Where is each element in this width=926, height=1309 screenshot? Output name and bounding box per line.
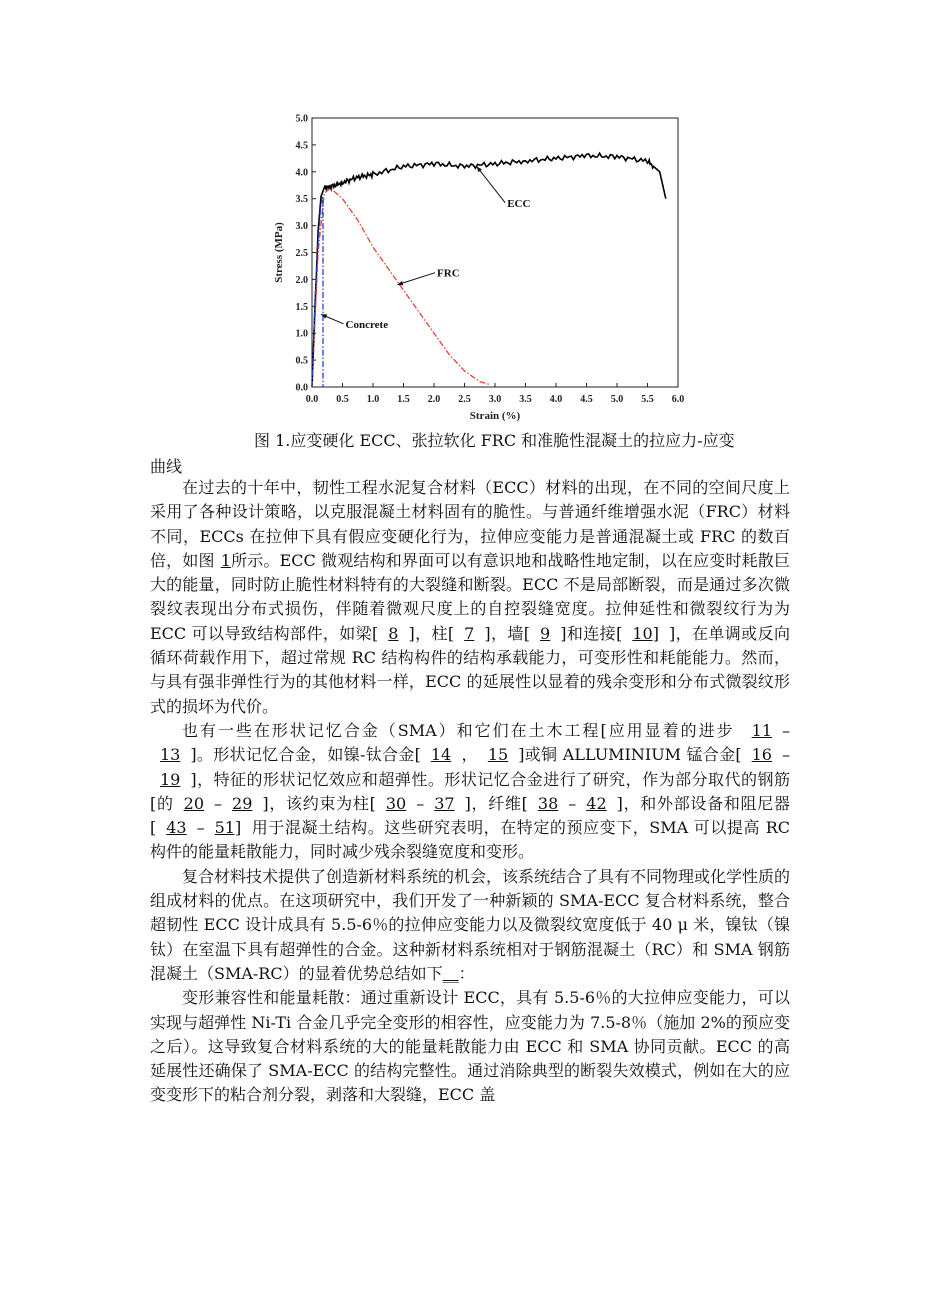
p2-dash-4: –: [416, 793, 425, 813]
x-tick-label: 0.0: [305, 394, 319, 405]
p2-text-1: 也有一些在形状记忆合金（SMA）和它们在土木工程[应用显着的进步: [182, 720, 735, 740]
ref-link-9[interactable]: 9: [540, 623, 551, 643]
annotation-arrow-ecc: [477, 166, 506, 202]
ref-link-30[interactable]: 30: [385, 793, 407, 813]
paragraph-3: [150, 865, 790, 986]
stress-strain-chart: [268, 108, 696, 430]
ref-link-8[interactable]: 8: [388, 623, 399, 643]
figure-caption: [150, 428, 790, 480]
ref-link-11[interactable]: 11: [751, 720, 772, 740]
y-tick-label: 4.5: [295, 140, 308, 152]
p1-text-5: ]和连接[: [560, 623, 623, 643]
p2-text-6: ]，该约束为柱[: [262, 793, 376, 813]
paragraph-4: [150, 986, 790, 1107]
y-tick-label: 4.0: [295, 167, 308, 179]
p2-text-3: ，: [461, 745, 478, 765]
annotation-label-concrete: Concrete: [345, 318, 389, 331]
p2-text-8: ]，和外部设备和阻尼器[: [150, 793, 790, 838]
y-tick-label: 2.0: [295, 274, 308, 286]
p2-dash-3: –: [214, 793, 223, 813]
x-tick-label: 3.0: [488, 394, 502, 405]
stress-strain-figure: [268, 108, 696, 430]
ref-link-37[interactable]: 37: [434, 793, 455, 813]
annotation-label-frc: FRC: [437, 267, 460, 280]
y-tick-label: 2.5: [295, 248, 308, 259]
y-tick-label: 5.0: [295, 113, 308, 125]
x-tick-label: 2.0: [427, 394, 441, 405]
y-axis-label: Stress (MPa): [273, 222, 285, 283]
x-tick-label: 5.5: [641, 394, 654, 405]
p2-text-2: ]。形状记忆合金，如镍-钛合金[: [190, 745, 421, 765]
ref-link-7[interactable]: 7: [464, 623, 475, 643]
p2-text-7: ]，纤维[: [464, 793, 528, 813]
x-tick-label: 2.5: [458, 394, 471, 405]
x-tick-label: 0.5: [336, 394, 349, 405]
ref-link-38[interactable]: 38: [537, 793, 559, 813]
y-tick-label: 3.5: [295, 194, 308, 206]
p1-text-4: ]，墙[: [484, 623, 531, 643]
p4-text-1: 变形兼容性和能量耗散：通过重新设计 ECC，具有 5.5-6％的大拉伸应变能力，可以实现与超弹性 Ni-Ti 合金几乎完全变形的相容性，应变能力为 7.5-8％（施加 2%的预应变之后）。这导致复合材料系统的大的能量耗散能力由 ECC 和 SMA 协同贡献。ECC 的高延展性还确保了 SMA-ECC 的结构完整性。通过消除典型的断裂失效模式，例如在大的应变变形下的粘合剂分裂，剥落和大裂缝，ECC 盖: [150, 988, 790, 1105]
ref-link-16[interactable]: 16: [751, 745, 772, 765]
x-tick-label: 6.0: [671, 394, 685, 405]
ref-link-43[interactable]: 43: [166, 818, 187, 838]
p2-dash-2: –: [781, 745, 790, 765]
p2-text-9: 用于混凝土结构。这些研究表明，在特定的预应变下，SMA 可以提高 RC 构件的能量耗散能力，同时减少残余裂缝宽度和变形。: [150, 818, 790, 862]
ref-link-29[interactable]: 29: [232, 793, 253, 813]
ref-link-20[interactable]: 20: [183, 793, 205, 813]
x-tick-label: 4.0: [549, 394, 563, 405]
ref-link-19[interactable]: 19: [160, 769, 181, 789]
paragraph-1: [150, 476, 790, 719]
ref-link-14[interactable]: 14: [430, 745, 452, 765]
p1-text-1: 在过去的十年中，韧性工程水泥复合材料（ECC）材料的出现，在不同的空间尺度上采用了各种设计策略，以克服混凝土材料固有的脆性。与普通纤维增强水泥（FRC）材料不同，ECCs 在拉伸下具有假应变硬化行为，拉伸应变能力是普通混凝土或 FRC 的数百倍，如图: [150, 478, 790, 570]
x-tick-label: 5.0: [610, 394, 624, 405]
p3-text-2: ：: [458, 963, 475, 983]
p1-text-2: 所示。ECC 微观结构和界面可以有意识地和战略性地定制，以在应变时耗散巨大的能量，同时防止脆性材料特有的大裂缝和断裂。ECC 不是局部断裂，而是通过多次微裂纹表现出分布式损伤，伴随着微观尺度上的自控裂缝宽度。拉伸延性和微裂纹行为为 ECC 可以导致结构部件，如梁[: [150, 550, 790, 643]
y-tick-label: 0.5: [295, 355, 308, 367]
y-tick-label: 0.0: [295, 382, 308, 394]
p2-text-4: ]或铜 ALLUMINIUM 锰合金[: [518, 745, 742, 765]
x-tick-label: 1.0: [366, 394, 380, 405]
x-axis-label: Strain (%): [469, 410, 521, 422]
ref-link-13[interactable]: 13: [160, 745, 181, 765]
annotation-arrow-frc: [397, 273, 435, 285]
caption-line-1: 图 1.应变硬化 ECC、张拉软化 FRC 和准脆性混凝土的拉应力-应变: [254, 431, 735, 450]
caption-line-2: 曲线: [150, 457, 183, 476]
p3-text-1: 复合材料技术提供了创造新材料系统的机会，该系统结合了具有不同物理或化学性质的组成材料的优点。在这项研究中，我们开发了一种新颖的 SMA-ECC 复合材料系统，整合超韧性 ECC 设计成具有 5.5-6％的拉伸应变能力以及微裂纹宽度低于 40 μ 米，镍钛（镍钛）在室温下具有超弹性的合金。这种新材料系统相对于钢筋混凝土（RC）和 SMA 钢筋混凝土（SMA-RC）的显着优势总结如下: [150, 866, 791, 983]
plot-frame: [312, 118, 678, 387]
x-tick-label: 3.5: [519, 394, 532, 405]
footnote-blank: __: [442, 963, 459, 983]
series-line-frc: [312, 188, 489, 387]
y-tick-label: 3.0: [295, 221, 308, 233]
p1-text-3: ]，柱[: [408, 623, 455, 643]
body-text: [150, 476, 790, 1108]
figure-ref-link[interactable]: 1: [220, 550, 231, 570]
p2-dash-1: –: [782, 720, 790, 740]
series-line-ecc: [312, 153, 666, 387]
ref-link-51[interactable]: 51]: [214, 818, 242, 838]
p2-text-5: ]，特征的形状记忆效应和超弹性。形状记忆合金进行了研究，作为部分取代的钢筋[的: [150, 769, 790, 813]
y-tick-label: 1.0: [295, 328, 308, 340]
annotation-label-ecc: ECC: [507, 197, 531, 210]
ref-link-42[interactable]: 42: [586, 793, 607, 813]
p2-dash-6: –: [196, 818, 205, 838]
ref-link-15[interactable]: 15: [487, 745, 509, 765]
p2-dash-5: –: [568, 793, 577, 813]
x-tick-label: 1.5: [397, 394, 410, 405]
x-tick-label: 4.5: [580, 394, 593, 405]
paragraph-2: [150, 719, 790, 865]
y-tick-label: 1.5: [295, 301, 308, 313]
p1-text-6: ]，在单调或反向循环荷载作用下，超过常规 RC 结构构件的结构承载能力，可变形性和耗能能力。然而，与具有强非弹性行为的其他材料一样，ECC 的延展性以显着的残余变形和分布式微裂纹形式的损坏为代价。: [150, 623, 790, 716]
ref-link-10[interactable]: 10]: [632, 623, 659, 643]
